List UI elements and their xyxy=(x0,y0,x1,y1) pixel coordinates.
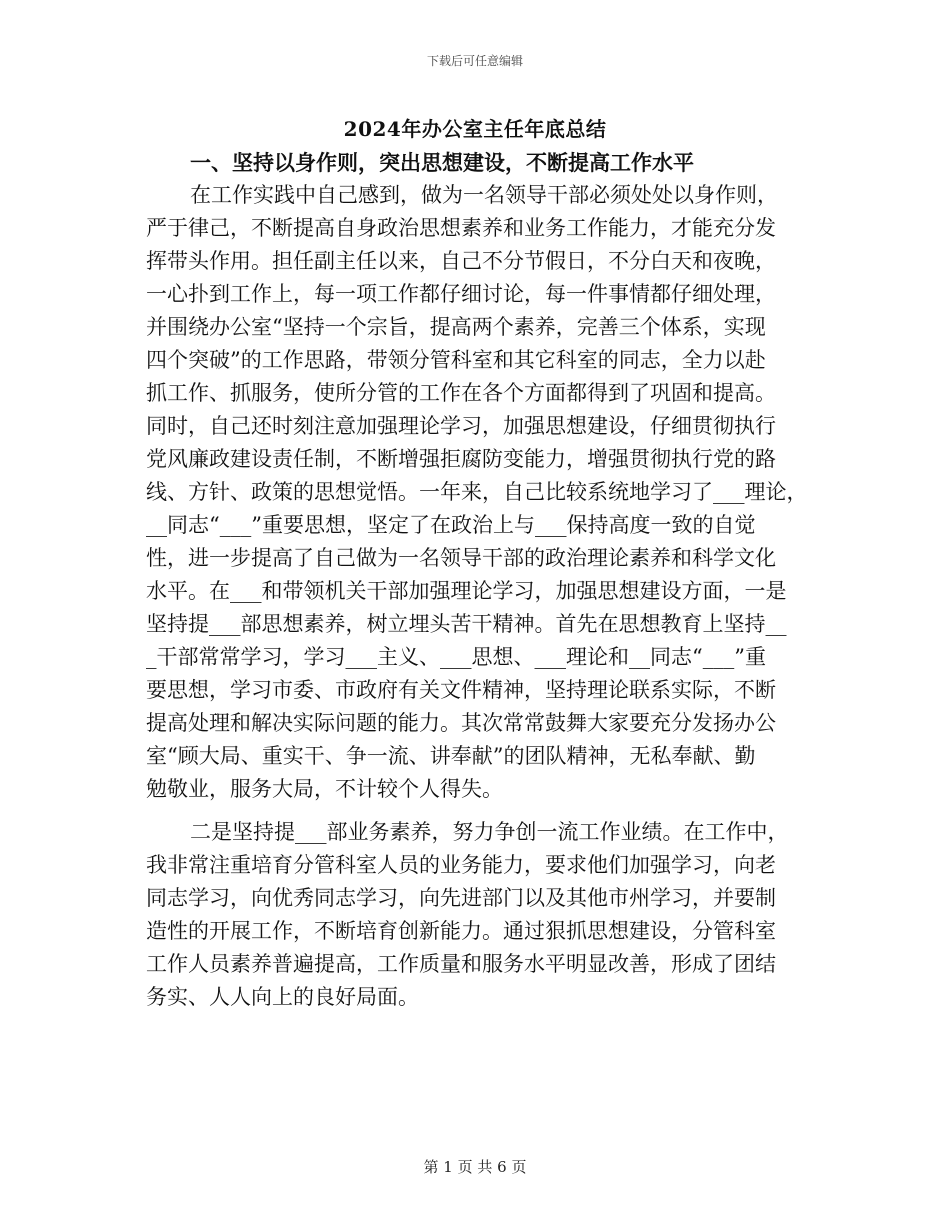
paragraph-line: 室“顾大局、重实干、争一流、讲奉献”的团队精神，无私奉献、勤 xyxy=(146,744,756,768)
paragraph-line: 党风廉政建设责任制，不断增强拒腐防变能力，增强贯彻执行党的路 xyxy=(146,447,776,471)
paragraph-line: 水平。在___和带领机关干部加强理论学习，加强思想建设方面，一是 xyxy=(146,579,787,603)
paragraph-1 xyxy=(146,179,816,806)
paragraph-line: 提高处理和解决实际问题的能力。其次常常鼓舞大家要充分发扬办公 xyxy=(146,711,776,735)
paragraph-2 xyxy=(146,816,816,1014)
paragraph-line: 四个突破”的工作思路，带领分管科室和其它科室的同志，全力以赴 xyxy=(146,348,766,372)
paragraph-line: 性，进一步提高了自己做为一名领导干部的政治理论素养和科学文化 xyxy=(146,546,776,570)
section-heading: 一、坚持以身作则，突出思想建设，不断提高工作水平 xyxy=(190,150,694,175)
paragraph-line: 线、方针、政策的思想觉悟。一年来，自己比较系统地学习了___理论， xyxy=(146,480,808,504)
document-body xyxy=(146,146,816,1014)
paragraph-line: 要思想，学习市委、市政府有关文件精神，坚持理论联系实际，不断 xyxy=(146,678,776,702)
paragraph-line: 并围绕办公室“坚持一个宗旨，提高两个素养，完善三个体系，实现 xyxy=(146,315,766,339)
paragraph-line: 我非常注重培育分管科室人员的业务能力，要求他们加强学习，向老 xyxy=(146,853,776,877)
paragraph-line: 造性的开展工作，不断培育创新能力。通过狠抓思想建设，分管科室 xyxy=(146,919,776,943)
page-footer: 第 1 页 共 6 页 xyxy=(423,1158,527,1176)
paragraph-line: __同志“___”重要思想，坚定了在政治上与___保持高度一致的自觉 xyxy=(146,513,756,537)
paragraph-line: 工作人员素养普遍提高，工作质量和服务水平明显改善，形成了团结 xyxy=(146,952,776,976)
paragraph-line: 抓工作、抓服务，使所分管的工作在各个方面都得到了巩固和提高。 xyxy=(146,381,776,405)
paragraph-line: 严于律己，不断提高自身政治思想素养和业务工作能力，才能充分发 xyxy=(146,216,776,240)
paragraph-line: _干部常常学习，学习___主义、___思想、___理论和__同志“___”重 xyxy=(146,645,766,669)
paragraph-line: 勉敬业，服务大局，不计较个人得失。 xyxy=(146,777,503,801)
paragraph-line: 坚持提___部思想素养，树立埋头苦干精神。首先在思想教育上坚持__ xyxy=(146,612,787,636)
paragraph-spacer xyxy=(146,806,816,816)
paragraph-line: 在工作实践中自己感到，做为一名领导干部必须处处以身作则， xyxy=(190,183,778,207)
paragraph-line: 一心扑到工作上，每一项工作都仔细讨论，每一件事情都仔细处理， xyxy=(146,282,776,306)
paragraph-line: 挥带头作用。担任副主任以来，自己不分节假日，不分白天和夜晚， xyxy=(146,249,776,273)
paragraph-line: 同时，自己还时刻注意加强理论学习，加强思想建设，仔细贯彻执行 xyxy=(146,414,776,438)
paragraph-line: 二是坚持提___部业务素养，努力争创一流工作业绩。在工作中， xyxy=(190,820,789,844)
document-title: 2024年办公室主任年底总结 xyxy=(343,117,607,141)
header-note: 下载后可任意编辑 xyxy=(426,54,523,68)
paragraph-line: 同志学习，向优秀同志学习，向先进部门以及其他市州学习，并要制 xyxy=(146,886,776,910)
paragraph-line: 务实、人人向上的良好局面。 xyxy=(146,985,419,1009)
